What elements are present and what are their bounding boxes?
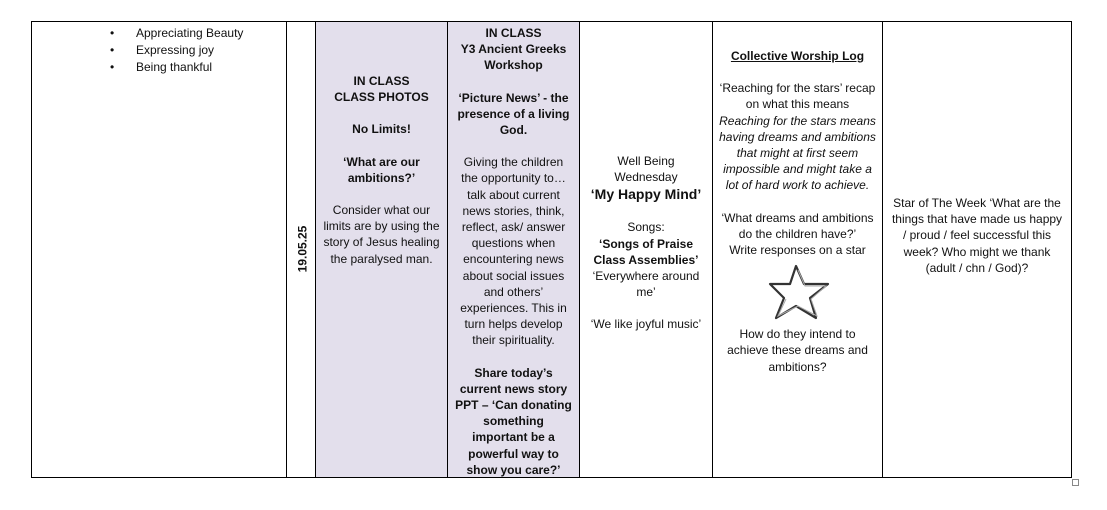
class-photos-cell (316, 22, 448, 477)
news-story-prompt: Share today’s current news story PPT – ‘Can donating something important be a powerful way to show you care?’ (455, 365, 572, 477)
values-cell (32, 22, 287, 477)
list-item: • Being thankful (110, 59, 243, 76)
date-label: 19.05.25 (295, 225, 309, 273)
wellbeing-label: Well Being Wednesday (614, 154, 678, 185)
values-list (110, 25, 243, 76)
stars-definition: Reaching for the stars means having dreams and ambitions that might at first seem impossible and might take a lot of hard work to achieve. (719, 113, 876, 193)
in-class-label: IN CLASS (485, 26, 542, 40)
table-resize-handle[interactable] (1072, 479, 1079, 486)
dreams-question: ‘What dreams and ambitions do the children have?’ (721, 210, 874, 241)
worship-table (31, 21, 1072, 478)
song-title: ‘Everywhere around me’ (592, 269, 700, 300)
songs-of-praise-label: ‘Songs of Praise Class Assemblies’ (593, 236, 699, 267)
list-item: • Expressing joy (110, 42, 243, 59)
ambitions-question: ‘What are our ambitions?’ (343, 154, 420, 185)
class-photos-label: CLASS PHOTOS (334, 90, 429, 105)
picture-news-cell (448, 22, 580, 477)
star-of-week-cell (883, 22, 1071, 477)
picture-news-description: Giving the children the opportunity to… talk about current news stories, think, reflect, ask/ answer questions when encountering news about social issues and others’ experiences. This in turn helps develop their spirituality. (460, 155, 567, 348)
in-class-label: IN CLASS (353, 74, 410, 88)
happy-mind-title: ‘My Happy Mind’ (590, 186, 702, 203)
no-limits-title: No Limits! (352, 122, 411, 137)
date-cell (287, 22, 316, 477)
star-instruction: Write responses on a star (729, 243, 866, 258)
star-of-week-text: Star of The Week ‘What are the things that have made us happy / proud / feel successful this week? Who might we thank (adult / chn / God)? (891, 196, 1063, 275)
recap-text: ‘Reaching for the stars’ recap on what this means (719, 81, 876, 112)
picture-news-title: ‘Picture News’ - the presence of a living God. (457, 90, 570, 138)
intent-question: How do they intend to achieve these dreams and ambitions? (727, 327, 868, 374)
worship-log-heading: Collective Worship Log (730, 49, 865, 63)
limits-description: Consider what our limits are by using the story of Jesus healing the paralysed man. (323, 203, 440, 266)
song-title: ‘We like joyful music’ (590, 317, 702, 332)
songs-label: Songs: (627, 220, 665, 235)
star-icon (768, 262, 832, 322)
list-item: • Appreciating Beauty (110, 25, 243, 42)
wellbeing-cell (580, 22, 713, 477)
workshop-label: Y3 Ancient Greeks Workshop (460, 42, 567, 73)
worship-log-cell (713, 22, 883, 477)
